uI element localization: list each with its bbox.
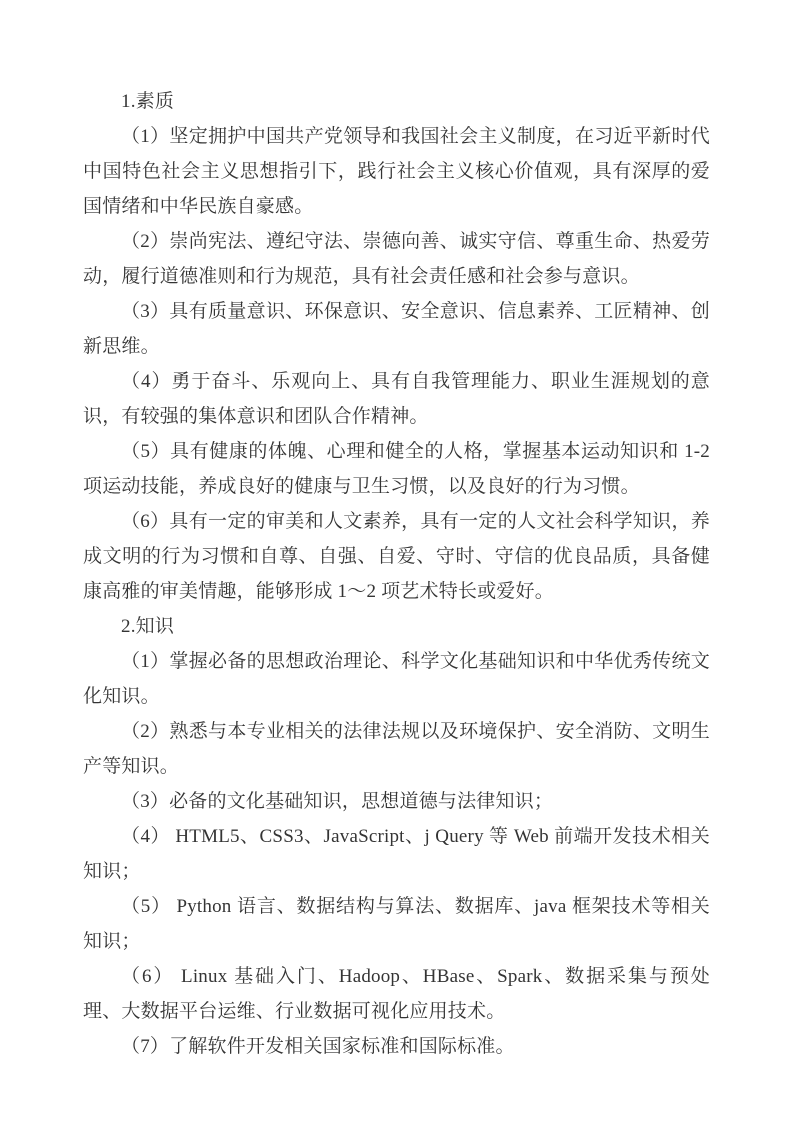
quality-item-2: （2）崇尚宪法、遵纪守法、崇德向善、诚实守信、尊重生命、热爱劳动，履行道德准则和行为规范，具有社会责任感和社会参与意识。: [83, 231, 710, 287]
knowledge-item-4: （4） HTML5、CSS3、JavaScript、j Query 等 Web 前端开发技术相关知识；: [83, 826, 710, 882]
knowledge-item-2: （2）熟悉与本专业相关的法律法规以及环境保护、安全消防、文明生产等知识。: [83, 721, 710, 777]
knowledge-item-7: （7）了解软件开发相关国家标准和国际标准。: [121, 1036, 515, 1057]
knowledge-item-3: （3）必备的文化基础知识，思想道德与法律知识；: [121, 791, 554, 812]
section-knowledge: [83, 609, 710, 1064]
quality-item-5: （5）具有健康的体魄、心理和健全的人格，掌握基本运动知识和 1-2 项运动技能，养成良好的健康与卫生习惯，以及良好的行为习惯。: [83, 441, 710, 497]
section-quality-heading: 1.素质: [121, 91, 175, 112]
knowledge-item-6: （6） Linux 基础入门、Hadoop、HBase、Spark、数据采集与预处理、大数据平台运维、行业数据可视化应用技术。: [83, 966, 710, 1022]
knowledge-item-1: （1）掌握必备的思想政治理论、科学文化基础知识和中华优秀传统文化知识。: [83, 651, 710, 707]
quality-item-3: （3）具有质量意识、环保意识、安全意识、信息素养、工匠精神、创新思维。: [83, 301, 710, 357]
section-quality: [83, 84, 710, 609]
quality-item-1: （1）坚定拥护中国共产党领导和我国社会主义制度，在习近平新时代中国特色社会主义思想指引下，践行社会主义核心价值观，具有深厚的爱国情绪和中华民族自豪感。: [83, 126, 710, 217]
knowledge-item-5: （5） Python 语言、数据结构与算法、数据库、java 框架技术等相关知识；: [83, 896, 710, 952]
quality-item-6: （6）具有一定的审美和人文素养，具有一定的人文社会科学知识，养成文明的行为习惯和自尊、自强、自爱、守时、守信的优良品质，具备健康高雅的审美情趣，能够形成 1～2 项艺术特长或爱好。: [83, 511, 710, 602]
quality-item-4: （4）勇于奋斗、乐观向上、具有自我管理能力、职业生涯规划的意识，有较强的集体意识和团队合作精神。: [83, 371, 710, 427]
section-knowledge-heading: 2.知识: [121, 616, 175, 637]
